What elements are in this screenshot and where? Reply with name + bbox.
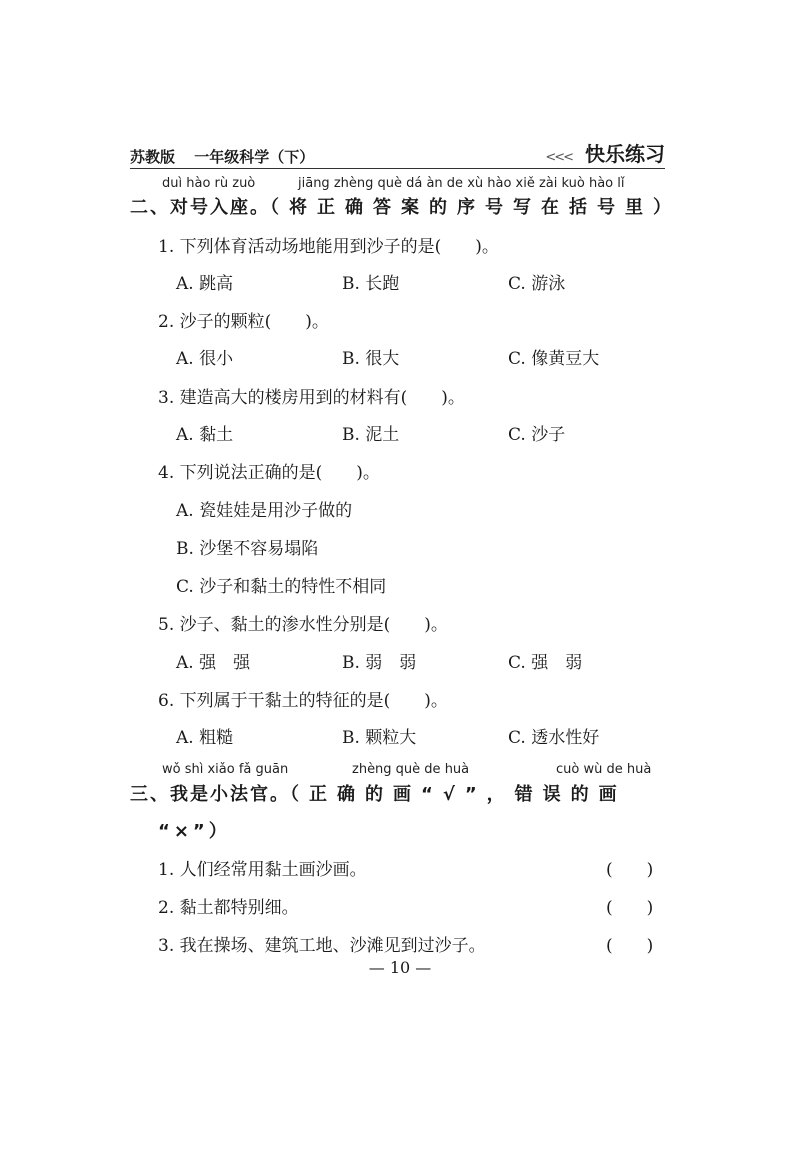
q6-option-a: A. 粗糙	[176, 728, 234, 748]
question-3: 3. 建造高大的楼房用到的材料有( )。	[158, 388, 465, 408]
question-4: 4. 下列说法正确的是( )。	[158, 463, 380, 483]
q3-option-a: A. 黏土	[176, 425, 234, 445]
q5-option-c: C. 强 弱	[508, 653, 583, 673]
q5-option-b: B. 弱 弱	[342, 653, 417, 673]
section3-pinyin-title: wǒ shì xiǎo fǎ guān	[162, 762, 289, 777]
question-5: 5. 沙子、黏土的渗水性分别是( )。	[158, 615, 448, 635]
judge-answer-3[interactable]: ( )	[606, 936, 654, 956]
section3-title	[130, 780, 627, 806]
q1-option-a: A. 跳高	[176, 274, 234, 294]
q1-option-c: C. 游泳	[508, 274, 566, 294]
q2-option-a: A. 很小	[176, 349, 234, 369]
judge-item-2: 2. 黏土都特别细。	[158, 898, 299, 918]
section3-instructions-cont: “×”）	[158, 821, 231, 842]
section2-pinyin-note: jiāng zhèng què dá àn de xù hào xiě zài kuò hào lǐ	[298, 176, 625, 191]
judge-answer-1[interactable]: ( )	[606, 860, 654, 880]
section2-title	[130, 193, 681, 219]
q6-option-b: B. 颗粒大	[342, 728, 417, 748]
question-1: 1. 下列体育活动场地能用到沙子的是( )。	[158, 237, 499, 257]
q3-option-c: C. 沙子	[508, 425, 566, 445]
section2-pinyin-title: duì hào rù zuò	[162, 176, 256, 191]
judge-answer-2[interactable]: ( )	[606, 898, 654, 918]
badge-text: 快乐练习	[585, 142, 665, 166]
q1-option-b: B. 长跑	[342, 274, 400, 294]
page-number: — 10 —	[368, 958, 432, 977]
header-badge	[545, 138, 665, 167]
q4-option-a: A. 瓷娃娃是用沙子做的	[176, 501, 353, 521]
edition-label: 苏教版	[130, 148, 176, 166]
header-divider	[130, 168, 665, 169]
section2-instructions: （将正确答案的序号写在括号里）	[270, 197, 681, 218]
question-6: 6. 下列属于干黏土的特征的是( )。	[158, 691, 448, 711]
subject-label: 一年级科学（下）	[194, 148, 315, 166]
q5-option-a: A. 强 强	[176, 653, 251, 673]
q3-option-b: B. 泥土	[342, 425, 400, 445]
section3-pinyin-wrong: cuò wù de huà	[556, 762, 652, 777]
judge-item-3: 3. 我在操场、建筑工地、沙滩见到过沙子。	[158, 936, 486, 956]
section3-instructions: （正确的画“√”，错误的画	[290, 784, 627, 805]
section3-pinyin-correct: zhèng què de huà	[352, 762, 470, 777]
section2-heading: 二、对号入座。	[130, 197, 270, 218]
q4-option-b: B. 沙堡不容易塌陷	[176, 539, 319, 559]
q6-option-c: C. 透水性好	[508, 728, 600, 748]
question-2: 2. 沙子的颗粒( )。	[158, 312, 329, 332]
chevrons-icon: <<<	[545, 150, 573, 165]
section3-heading: 三、我是小法官。	[130, 784, 290, 805]
page-header	[130, 138, 665, 168]
q2-option-c: C. 像黄豆大	[508, 349, 600, 369]
header-left	[130, 146, 328, 167]
q4-option-c: C. 沙子和黏土的特性不相同	[176, 577, 387, 597]
q2-option-b: B. 很大	[342, 349, 400, 369]
judge-item-1: 1. 人们经常用黏土画沙画。	[158, 860, 367, 880]
